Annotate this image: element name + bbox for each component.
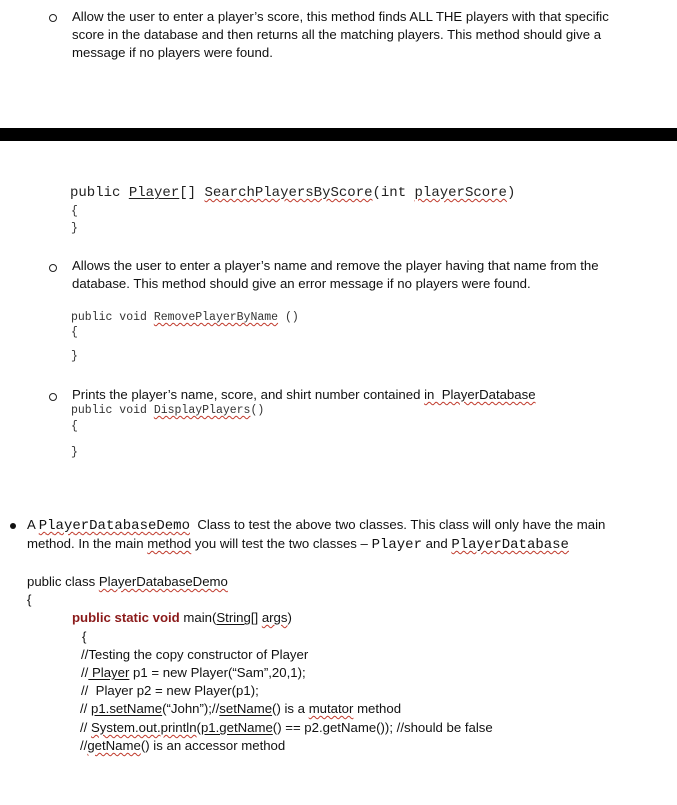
item4-rest2b: you will test the two classes –	[194, 536, 368, 551]
code-comment-4	[80, 700, 401, 718]
code-class-line	[27, 573, 228, 591]
sig3-line	[71, 404, 264, 418]
sig2-method: RemovePlayerByName	[153, 311, 279, 324]
sig3-method: DisplayPlayers	[153, 404, 251, 417]
item4-and: and	[425, 536, 448, 551]
code-c5d: p1.getName	[200, 720, 273, 735]
sig1-close: )	[506, 185, 516, 201]
item2-paragraph	[72, 257, 672, 293]
item3-text: Prints the player’s name, score, and shirt number contained	[72, 387, 425, 402]
sig1-brackets: []	[179, 185, 197, 201]
sig2-brace-close: }	[71, 350, 78, 363]
code-c4d: setName	[219, 701, 273, 716]
code-main-args: args	[261, 610, 288, 625]
code-c5c: (	[196, 720, 201, 735]
sig3-brace-open: {	[71, 420, 78, 433]
item2-line1: Allows the user to enter a player’s name and remove the player having that name from the	[72, 258, 599, 273]
sig1-public: public	[70, 185, 121, 201]
black-divider-bar	[0, 128, 677, 141]
code-c6a: //	[80, 738, 88, 753]
code-c5b: System.out.println	[91, 720, 197, 735]
item4-classname: PlayerDatabaseDemo	[38, 518, 190, 534]
sig1-param: playerScore	[414, 185, 507, 201]
code-brace-open: {	[27, 592, 32, 607]
item1-paragraph	[72, 8, 672, 62]
item2-line2: database. This method should give an error message if no players were found.	[72, 276, 531, 291]
code-class-name: PlayerDatabaseDemo	[98, 574, 228, 589]
code-main-kw: public static void	[72, 610, 180, 625]
item4-line2	[27, 535, 569, 554]
code-c6c: () is an accessor method	[140, 738, 286, 753]
sig1-line	[70, 185, 515, 201]
item4-method-word: method	[147, 536, 192, 551]
item4-playerdb: PlayerDatabase	[451, 537, 569, 553]
code-comment-5	[80, 719, 493, 737]
item4-rest2a: method. In the main	[27, 536, 144, 551]
hollow-bullet-icon	[49, 393, 57, 401]
item4-player: Player	[371, 537, 422, 553]
hollow-bullet-icon	[49, 264, 57, 272]
item3-link: in PlayerDatabase	[424, 387, 536, 402]
sig1-type: Player	[128, 185, 180, 201]
sig2-brace-open: {	[71, 326, 78, 339]
code-comment-1: //Testing the copy constructor of Player	[81, 647, 309, 662]
code-c4a: //	[80, 701, 91, 716]
code-c4f: mutator	[308, 701, 354, 716]
sig1-int: int	[380, 185, 407, 201]
filled-bullet-icon	[10, 523, 16, 529]
item3-line	[72, 386, 536, 404]
sig1-brace-open: {	[71, 205, 78, 218]
code-c2a: //	[81, 665, 89, 680]
item4-rest1: Class to test the above two classes. This class will only have the main	[197, 517, 606, 532]
code-c2b: Player	[88, 665, 130, 680]
code-main-line	[72, 609, 292, 627]
item1-line2: score in the database and then returns all the matching players. This method should give a	[72, 27, 602, 42]
sig3-prefix: public void	[71, 404, 147, 417]
code-class-prefix: public class	[27, 574, 96, 589]
sig3-parens: ()	[250, 404, 265, 417]
code-c5a: //	[80, 720, 91, 735]
item4-line1	[27, 516, 605, 535]
item1-line1: Allow the user to enter a player’s score, this method finds ALL THE players with that specific	[72, 9, 609, 24]
code-c4e: () is a	[272, 701, 309, 716]
code-comment-3: // Player p2 = new Player(p1);	[81, 683, 259, 698]
code-main-close: )	[287, 610, 292, 625]
sig1-open: (	[372, 185, 381, 201]
sig1-method: SearchPlayersByScore	[204, 185, 373, 201]
code-c6b: getName	[87, 738, 141, 753]
code-comment-2	[81, 664, 306, 682]
code-c4g: method	[353, 701, 402, 716]
sig1-brace-close: }	[71, 222, 78, 235]
code-c5e: () == p2.getName()); //should be false	[272, 720, 493, 735]
code-main-name: main(	[183, 610, 217, 625]
code-comment-6	[80, 737, 285, 755]
code-c4c: (“John”);//	[162, 701, 220, 716]
code-inner-brace: {	[82, 629, 87, 644]
item4-a: A	[27, 517, 36, 532]
item1-line3: message if no players were found.	[72, 45, 273, 60]
code-c4b: p1.setName	[91, 701, 163, 716]
sig2-prefix: public void	[71, 311, 147, 324]
sig2-parens: ()	[284, 311, 299, 324]
hollow-bullet-icon	[49, 14, 57, 22]
sig2-line	[71, 311, 299, 325]
code-c2c: p1 = new Player(“Sam”,20,1);	[129, 665, 306, 680]
code-main-type: String[]	[216, 610, 259, 625]
sig3-brace-close: }	[71, 446, 78, 459]
